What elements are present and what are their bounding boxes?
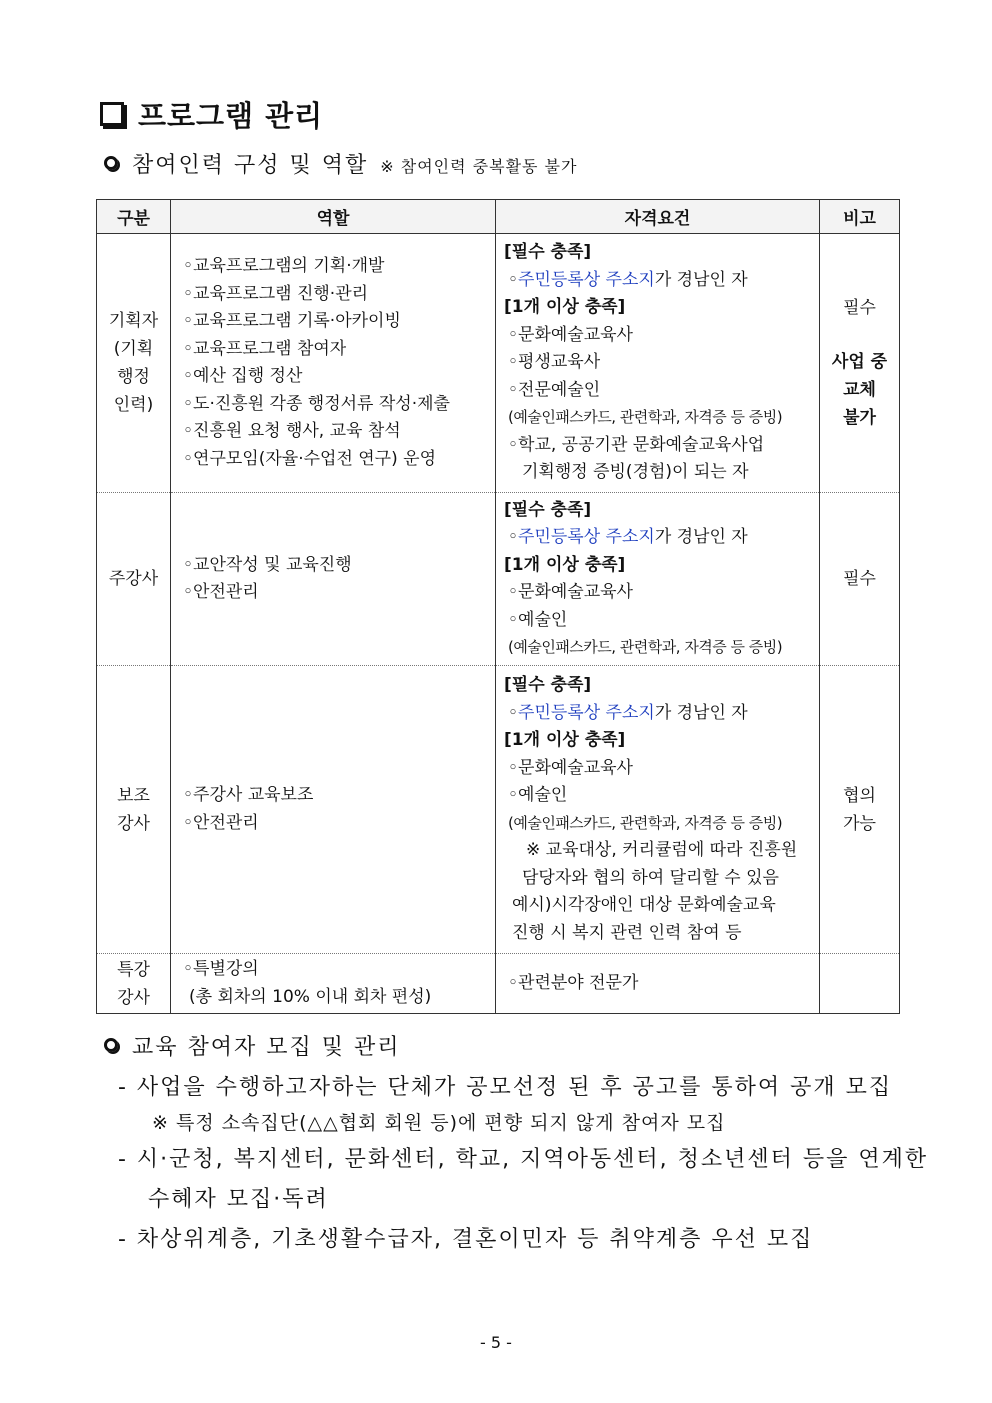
subsection-title: 교육 참여자 모집 및 관리 <box>132 1035 401 1060</box>
row-category: 보조 강사 <box>97 666 171 954</box>
subsection-recruitment <box>104 1030 401 1061</box>
bullet-item: - 사업을 수행하고자하는 단체가 공모선정 된 후 공고를 통하여 공개 모집 <box>118 1075 893 1100</box>
row-remark <box>820 954 900 1014</box>
row-category: 특강 강사 <box>97 954 171 1014</box>
roles-table <box>96 199 900 1014</box>
residence-requirement: ◦주민등록상 주소지가 경남인 자 <box>508 527 748 547</box>
bullet-item: - 시·군청, 복지센터, 문화센터, 학교, 지역아동센터, 청소년센터 등을 연계한 <box>118 1147 929 1172</box>
row-remark: 협의 가능 <box>820 666 900 954</box>
table-row <box>97 666 900 954</box>
row-roles: ◦교안작성 및 교육진행 ◦안전관리 <box>171 493 496 666</box>
row-qualification: [필수 충족] ◦주민등록상 주소지가 경남인 자 [1개 이상 충족] ◦문화예술교육사 ◦평생교육사 ◦전문예술인 (예술인패스카드, 관련학과, 자격증 등 증빙) ◦학교, 공공기관 문화예술교육사업 기획행정 증빙(경험)이 되는 자 <box>496 234 820 493</box>
header-remark: 비고 <box>820 200 900 234</box>
row-category: 주강사 <box>97 493 171 666</box>
subsection-title: 참여인력 구성 및 역할 <box>132 153 369 178</box>
row-roles: ◦특별강의 (총 회차의 10% 이내 회차 편성) <box>171 954 496 1014</box>
table-row <box>97 234 900 493</box>
row-roles: ◦주강사 교육보조 ◦안전관리 <box>171 666 496 954</box>
row-remark: 필수 <box>820 493 900 666</box>
bullet-item: - 차상위계층, 기초생활수급자, 결혼이민자 등 취약계층 우선 모집 <box>118 1227 814 1252</box>
table-row <box>97 954 900 1014</box>
bullet-item-continuation: 수혜자 모집·독려 <box>148 1187 329 1212</box>
residence-requirement: ◦주민등록상 주소지가 경남인 자 <box>508 269 748 290</box>
residence-requirement: ◦주민등록상 주소지가 경남인 자 <box>508 702 748 723</box>
circle-bullet-icon <box>104 156 118 170</box>
circle-bullet-icon <box>104 1038 118 1052</box>
table-row <box>97 493 900 666</box>
table-header-row <box>97 200 900 234</box>
row-remark: 필수 사업 중 교체 불가 <box>820 234 900 493</box>
subsection-note: ※ 참여인력 중복활동 불가 <box>380 157 578 176</box>
header-qualification: 자격요건 <box>496 200 820 234</box>
header-role: 역할 <box>171 200 496 234</box>
row-qualification: ◦관련분야 전문가 <box>496 954 820 1014</box>
section-title <box>100 94 323 134</box>
row-qualification: [필수 충족] ◦주민등록상 주소지가 경남인 자 [1개 이상 충족] ◦문화예술교육사 ◦예술인 (예술인패스카드, 관련학과, 자격증 등 증빙) <box>496 493 820 666</box>
page-number: - 5 - <box>480 1333 512 1352</box>
row-category: 기획자 (기획 행정 인력) <box>97 234 171 493</box>
section-title-text: 프로그램 관리 <box>138 98 324 133</box>
bullet-note: ※ 특정 소속집단(△△협회 회원 등)에 편향 되지 않게 참여자 모집 <box>152 1112 726 1134</box>
row-roles: ◦교육프로그램의 기획·개발 ◦교육프로그램 진행·관리 ◦교육프로그램 기록·아카이빙 ◦교육프로그램 참여자 ◦예산 집행 정산 ◦도·진흥원 각종 행정서류 작성·제출 ◦진흥원 요청 행사, 교육 참석 ◦연구모임(자율·수업전 연구) 운영 <box>171 234 496 493</box>
subsection-participants <box>104 148 577 179</box>
header-category: 구분 <box>97 200 171 234</box>
row-qualification: [필수 충족] ◦주민등록상 주소지가 경남인 자 [1개 이상 충족] ◦문화예술교육사 ◦예술인 (예술인패스카드, 관련학과, 자격증 등 증빙) ※ 교육대상, 커리큘럼에 따라 진흥원 담당자와 협의 하여 달리할 수 있음 예시)시각장애인 대상 문화예술교육 진행 시 복지 관련 인력 참여 등 <box>496 666 820 954</box>
checkbox-square-icon <box>100 102 124 126</box>
